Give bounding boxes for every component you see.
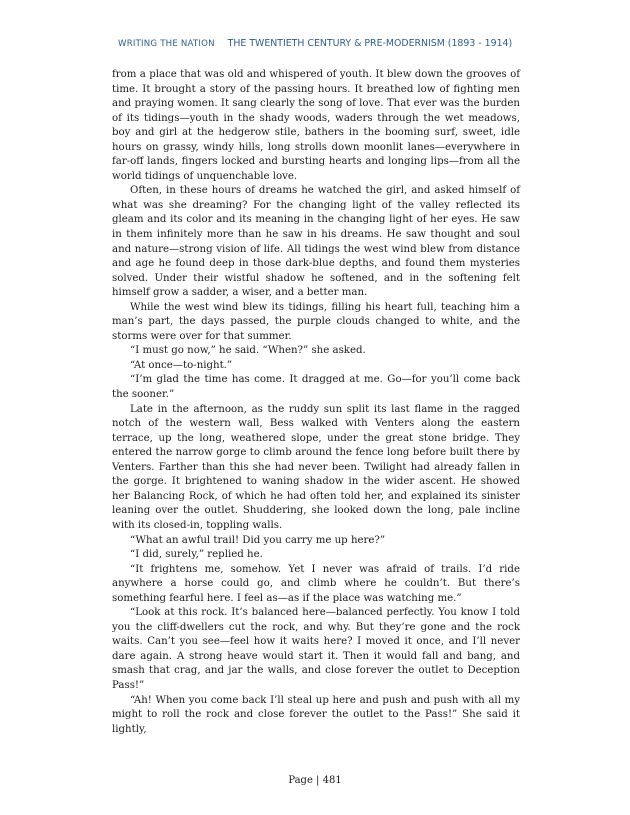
body-text	[112, 68, 520, 737]
paragraph: “It frightens me, somehow. Yet I never was afraid of trails. I’d ride anywhere a horse could go, and climb where he couldn’t. But there’s something fearful here. I feel as—as if the place was watching me.”	[112, 563, 520, 604]
paragraph: “What an awful trail! Did you carry me up here?”	[130, 534, 386, 546]
page-footer	[0, 775, 630, 786]
paragraph: “I must go now,” he said. “When?” she asked.	[130, 345, 366, 357]
paragraph: “Look at this rock. It’s balanced here—balanced perfectly. You know I told you the cliff-dwellers cut the rock, and why. But they’re gone and the rock waits. Can’t you see—feel how it waits here? I moved it once, and I’ll never dare again. A strong heave would start it. Then it would fall and bang, and smash that crag, and jar the walls, and close forever the outlet to Deception Pass!”	[112, 607, 520, 691]
paragraph: “At once—to-night.”	[130, 359, 233, 371]
paragraph: from a place that was old and whispered of youth. It blew down the grooves of time. It brought a story of the passing hours. It breathed low of fighting men and praying women. It sang clearly the song of love. That ever was the burden of its tidings—youth in the shady woods, waders through the wet meadows, boy and girl at the hedgerow stile, bathers in the booming surf, sweet, idle hours on grassy, windy hills, long strolls down moonlit lanes—everywhere in far-off lands, fingers locked and bursting hearts and longing lips—from all the world tidings of unquenchable love.	[112, 69, 520, 182]
running-header	[118, 38, 512, 49]
paragraph: While the west wind blew its tidings, filling his heart full, teaching him a man’s part, the days passed, the purple clouds changed to white, and the storms were over for that summer.	[112, 301, 520, 342]
header-era-title: THE TWENTIETH CENTURY & PRE-MODERNISM (1893 - 1914)	[227, 38, 513, 49]
paragraph: Often, in these hours of dreams he watched the girl, and asked himself of what was she dreaming? For the changing light of the valley reflected its gleam and its color and its meaning in the changing light of her eyes. He saw in them infinitely more than he saw in his dreams. He saw thought and soul and nature—strong vision of life. All tidings the west wind blew from distance and age he found deep in those dark-blue depths, and found them mysteries solved. Under their wistful shadow he softened, and in the softening felt himself grow a sadder, a wiser, and a better man.	[112, 185, 520, 299]
page-number: Page | 481	[288, 775, 342, 786]
paragraph: Late in the afternoon, as the ruddy sun split its last flame in the ragged notch of the western wall, Bess walked with Venters along the eastern terrace, up the long, weathered slope, under the great stone bridge. They entered the narrow gorge to climb around the fence long before built there by Venters. Farther than this she had never been. Twilight had already fallen in the gorge. It brightened to waning shadow in the wider ascent. He showed her Balancing Rock, of which he had often told her, and explained its sinister leaning over the outlet. Shuddering, she looked down the long, pale incline with its closed-in, toppling walls.	[112, 403, 520, 531]
paragraph: “I’m glad the time has come. It dragged at me. Go—for you’ll come back the sooner.”	[112, 374, 520, 401]
paragraph: “Ah! When you come back I’ll steal up here and push and push with all my might to roll the rock and close forever the outlet to the Pass!” She said it lightly,	[112, 694, 520, 735]
paragraph: “I did, surely,” replied he.	[130, 549, 263, 561]
header-section-title: WRITING THE NATION	[118, 39, 215, 49]
